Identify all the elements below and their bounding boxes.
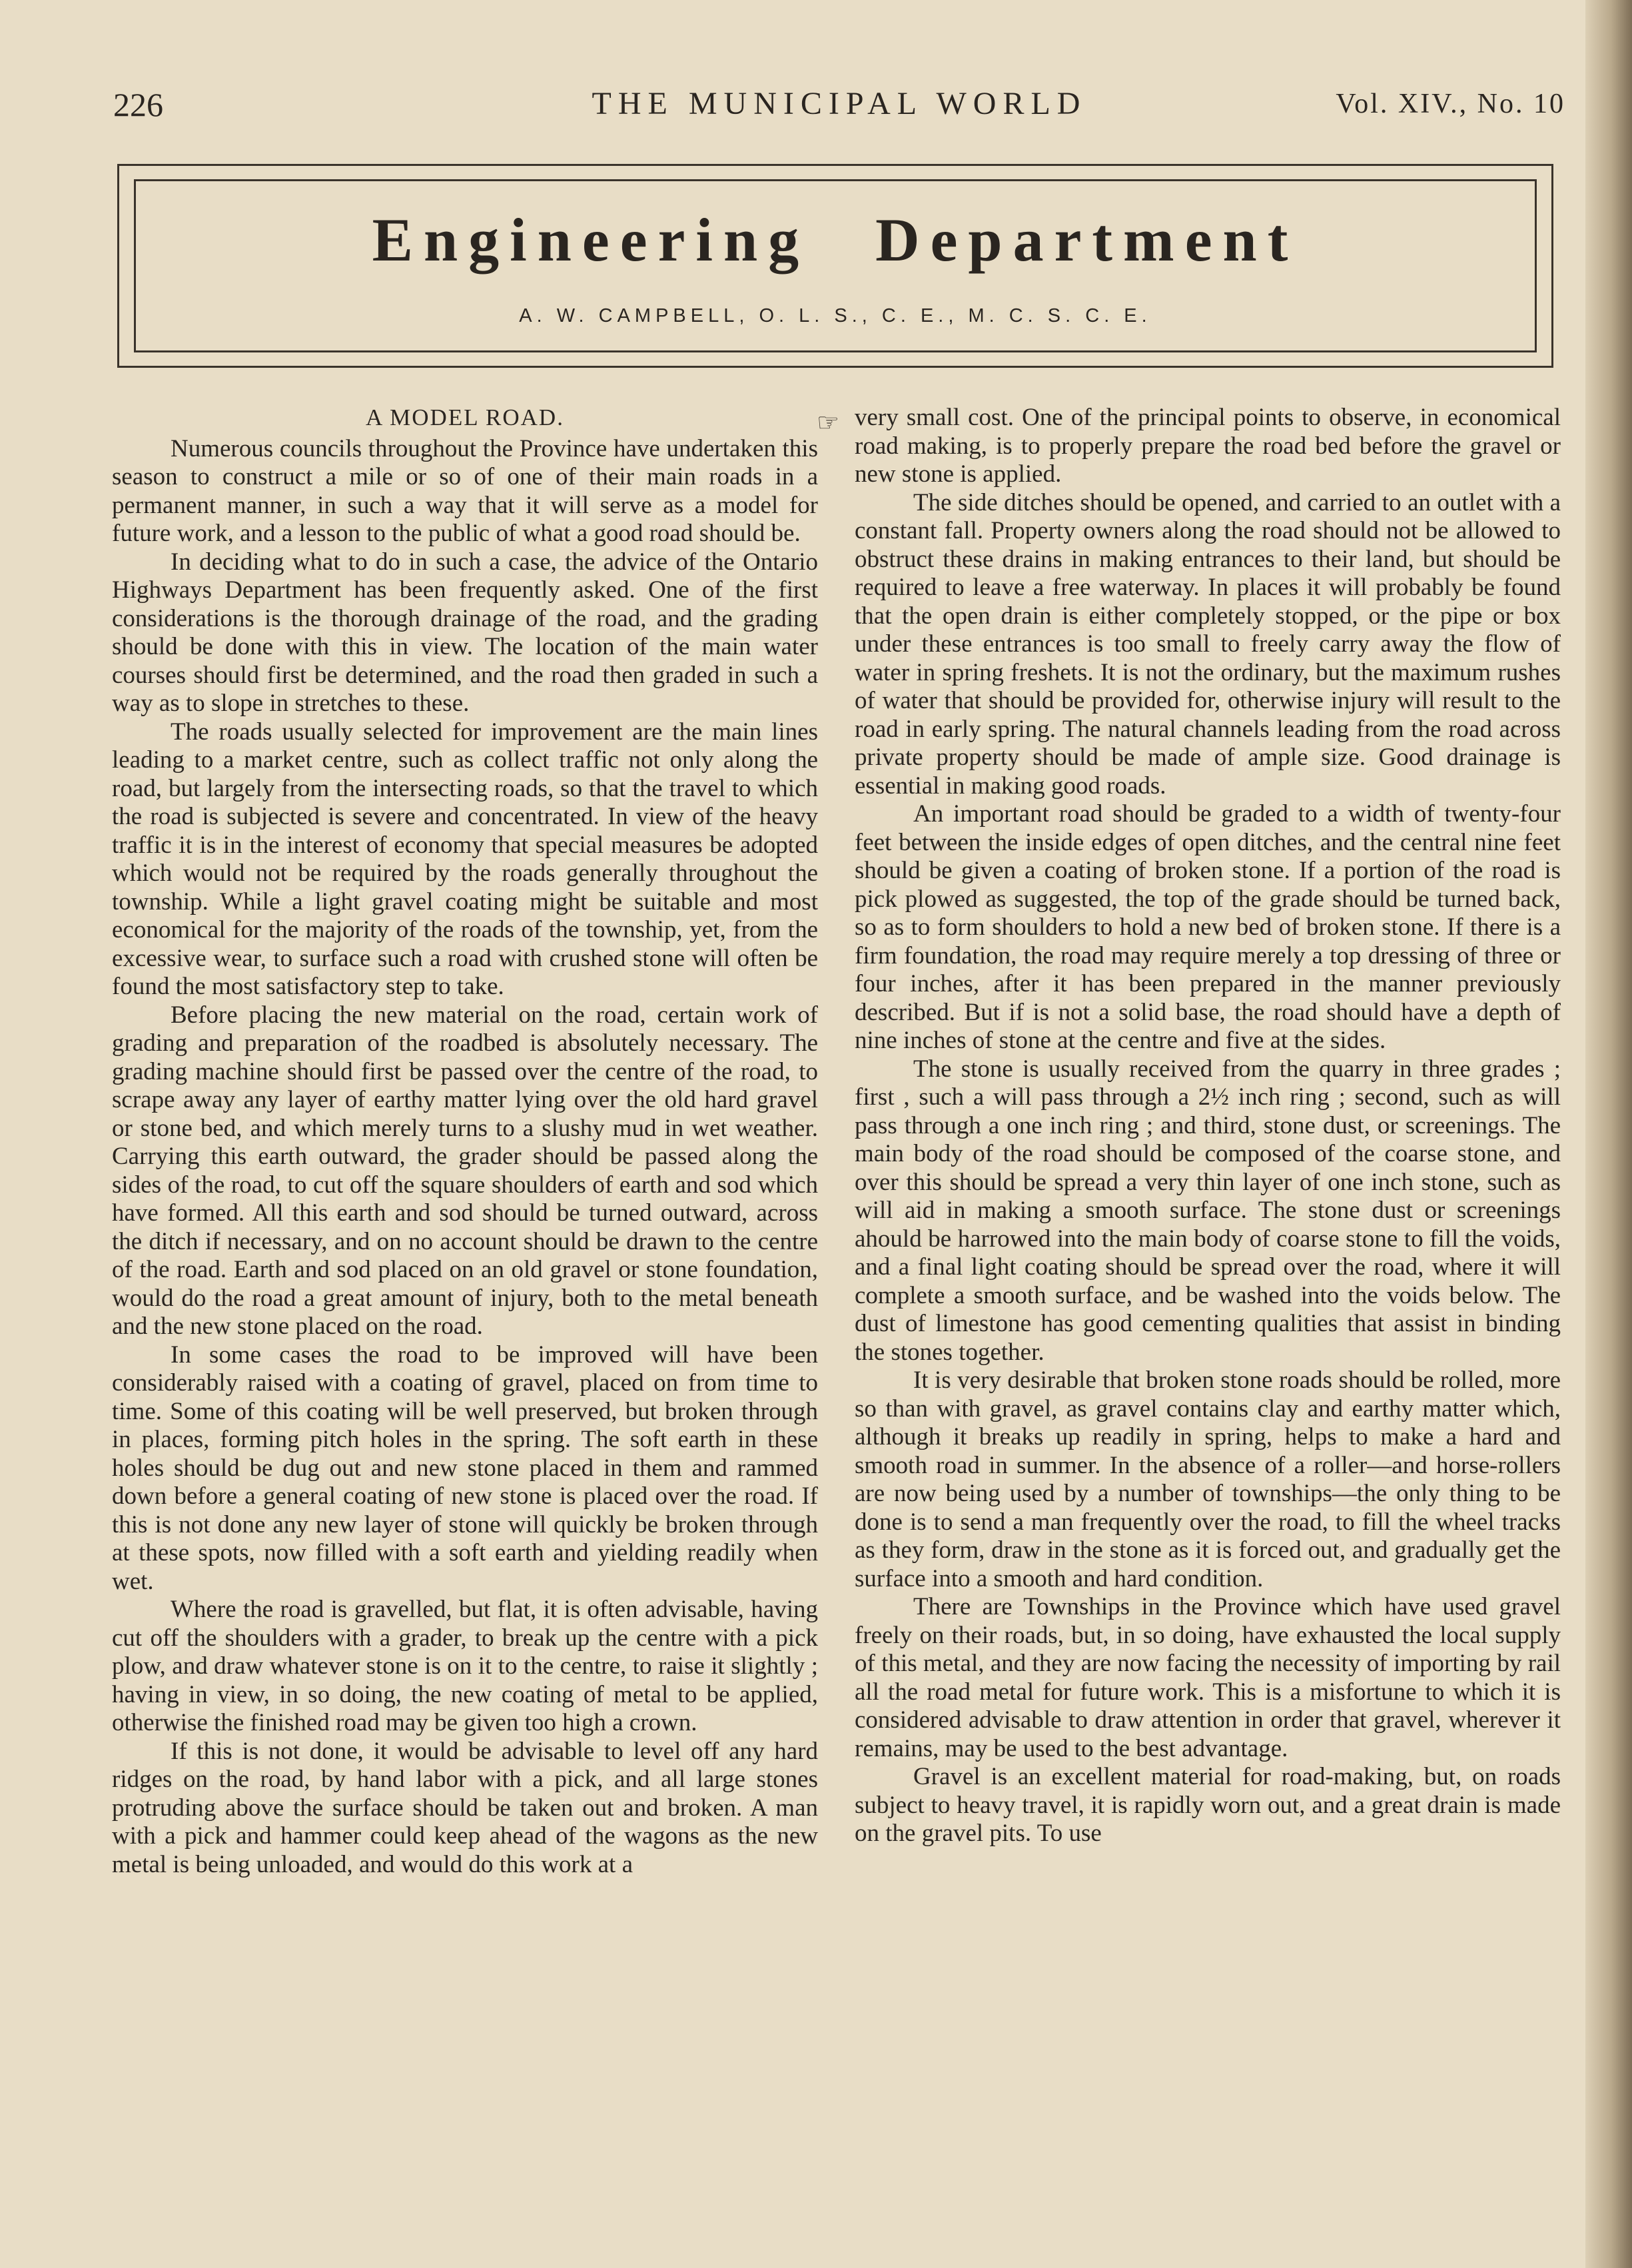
volume-issue: Vol. XIV., No. 10	[1336, 89, 1565, 119]
pointing-hand-icon: ☞	[817, 409, 840, 437]
paragraph: Where the road is gravelled, but flat, it is often advisable, having cut off the shoulders with a grader, to break up the centre with a pick plow, and draw whatever stone is on it to the centre, to raise it slightly ; having in view, in so doing, the new coating of metal to be applied, otherwise the finished road may be given too high a crown.	[112, 1596, 818, 1736]
paragraph: It is very desirable that broken stone roads should be rolled, more so than with gravel, as gravel contains clay and earthy matter which, although it breaks up readily in spring, helps to make a hard and smooth road in summer. In the absence of a roller—and horse-rollers are now being used by a number of townships—the only thing to be done is to send a man frequently over the road, to fill the wheel tracks as they form, draw in the stone as it is forced out, and gradually get the surface into a smooth and hard condition.	[855, 1367, 1561, 1592]
page-edge-shadow	[1585, 0, 1632, 2268]
paragraph: Before placing the new material on the road, certain work of grading and preparation of the roadbed is absolutely necessary. The grading machine should first be passed over the centre of the road, to scrape away any layer of earthy matter lying over the old hard gravel or stone bed, and which merely turns to a slushy mud in wet weather. Carrying this earth outward, the grader should be passed along the sides of the road, to cut off the square shoulders of earth and sod which have formed. All this earth and sod should be turned outward, across the ditch if necessary, and on no account should be drawn to the centre of the road. Earth and sod placed on an old gravel or stone foundation, would do the road a great amount of injury, both to the metal beneath and the new stone placed on the road.	[112, 1001, 818, 1340]
paragraph: The side ditches should be opened, and carried to an outlet with a constant fall. Property owners along the road should not be allowed to obstruct these drains in making entrances to their land, but should be required to leave a free waterway. In places it will probably be found that the open drain is either completely stopped, or the pipe or box under these entrances is too small to freely carry away the flow of water in spring freshets. It is not the ordinary, but the maximum rushes of water that should be provided for, otherwise injury will result to the road in early spring. The natural channels leading from the road across private property should be made of ample size. Good drainage is essential in making good roads.	[855, 488, 1561, 800]
journal-title: THE MUNICIPAL WORLD	[592, 86, 1087, 121]
paragraph: An important road should be graded to a width of twenty-four feet between the inside edges of open ditches, and the central nine feet should be given a coating of broken stone. If a portion of the road is pick plowed as suggested, the top of the grade should be turned back, so as to form shoulders to hold a new bed of broken stone. If there is a firm foundation, the road may require merely a top dressing of three or four inches, after it has been prepared in the manner previously described. But if is not a solid base, the road should have a depth of nine inches of stone at the centre and five at the sides.	[855, 800, 1561, 1054]
paragraph: There are Townships in the Province which have used gravel freely on their roads, but, in so doing, have exhausted the local supply of this metal, and they are now facing the necessity of importing by rail all the road metal for future work. This is a misfortune to which it is considered advisable to draw attention in order that gravel, wherever it remains, may be used to the best advantage.	[855, 1593, 1561, 1762]
article-title: A MODEL ROAD.	[366, 404, 564, 430]
paragraph: In some cases the road to be improved will have been considerably raised with a coating of gravel, placed on from time to time. Some of this coating will be well preserved, but broken through in places, forming pitch holes in the spring. The soft earth in these holes should be dug out and new stone placed in them and rammed down before a general coating of new stone is placed over the road. If this is not done any new layer of stone will quickly be broken through at these spots, now filled with a soft earth and yielding readily when wet.	[112, 1341, 818, 1595]
article-column-left	[112, 404, 818, 2189]
paragraph: In deciding what to do in such a case, the advice of the Ontario Highways Department has been frequently asked. One of the first considerations is the thorough drainage of the road, and the grading should be done with this in view. The location of the main water courses should first be determined, and the road then graded in such a way as to slope in stretches to these.	[112, 548, 818, 717]
running-head	[113, 85, 1565, 132]
paragraph: The roads usually selected for improvement are the main lines leading to a market centre, such as collect traffic not only along the road, but largely from the intersecting roads, so that the travel to which the road is subjected is severe and concentrated. In view of the heavy traffic it is in the interest of economy that special measures be adopted which would not be required by the roads generally throughout the township. While a light gravel coating might be suitable and most economical for the majority of the roads of the township, yet, from the excessive wear, to surface such a road with crushed stone will often be found the most satisfactory step to take.	[112, 718, 818, 1000]
department-title: Engineering Department	[372, 206, 1299, 274]
page-number: 226	[113, 86, 163, 123]
paragraph: Gravel is an excellent material for road-making, but, on roads subject to heavy travel, it is rapidly worn out, and a great drain is made on the gravel pits. To use	[855, 1763, 1561, 1847]
article-column-right	[855, 404, 1561, 2189]
department-header-box	[117, 164, 1553, 368]
paragraph-continued: very small cost. One of the principal points to observe, in economical road making, is to properly prepare the road bed before the gravel or new stone is applied.	[855, 404, 1561, 488]
author-byline: A. W. CAMPBELL, O. L. S., C. E., M. C. S. C. E.	[519, 305, 1152, 326]
paragraph: If this is not done, it would be advisable to level off any hard ridges on the road, by hand labor with a pick, and all large stones protruding above the surface should be taken out and broken. A man with a pick and hammer could keep ahead of the wagons as the new metal is being unloaded, and would do this work at a	[112, 1737, 818, 1878]
paragraph: The stone is usually received from the quarry in three grades ; first , such a will pass through a 2½ inch ring ; second, such as will pass through a one inch ring ; and third, stone dust, or screenings. The main body of the road should be composed of the coarse stone, and over this should be spread a very thin layer of one inch stone, such as will aid in making a smooth surface. The stone dust or screenings ahould be harrowed into the main body of coarse stone to fill the voids, and a final light coating should be spread over the road, where it will complete a smooth surface, and be washed into the voids below. The dust of limestone has good cementing qualities that assist in binding the stones together.	[855, 1055, 1561, 1366]
paragraph: Numerous councils throughout the Province have undertaken this season to construct a mile or so of one of their main roads in a permanent manner, in such a way that it will serve as a model for future work, and a lesson to the public of what a good road should be.	[112, 434, 818, 547]
department-header-inner-frame	[134, 179, 1537, 352]
